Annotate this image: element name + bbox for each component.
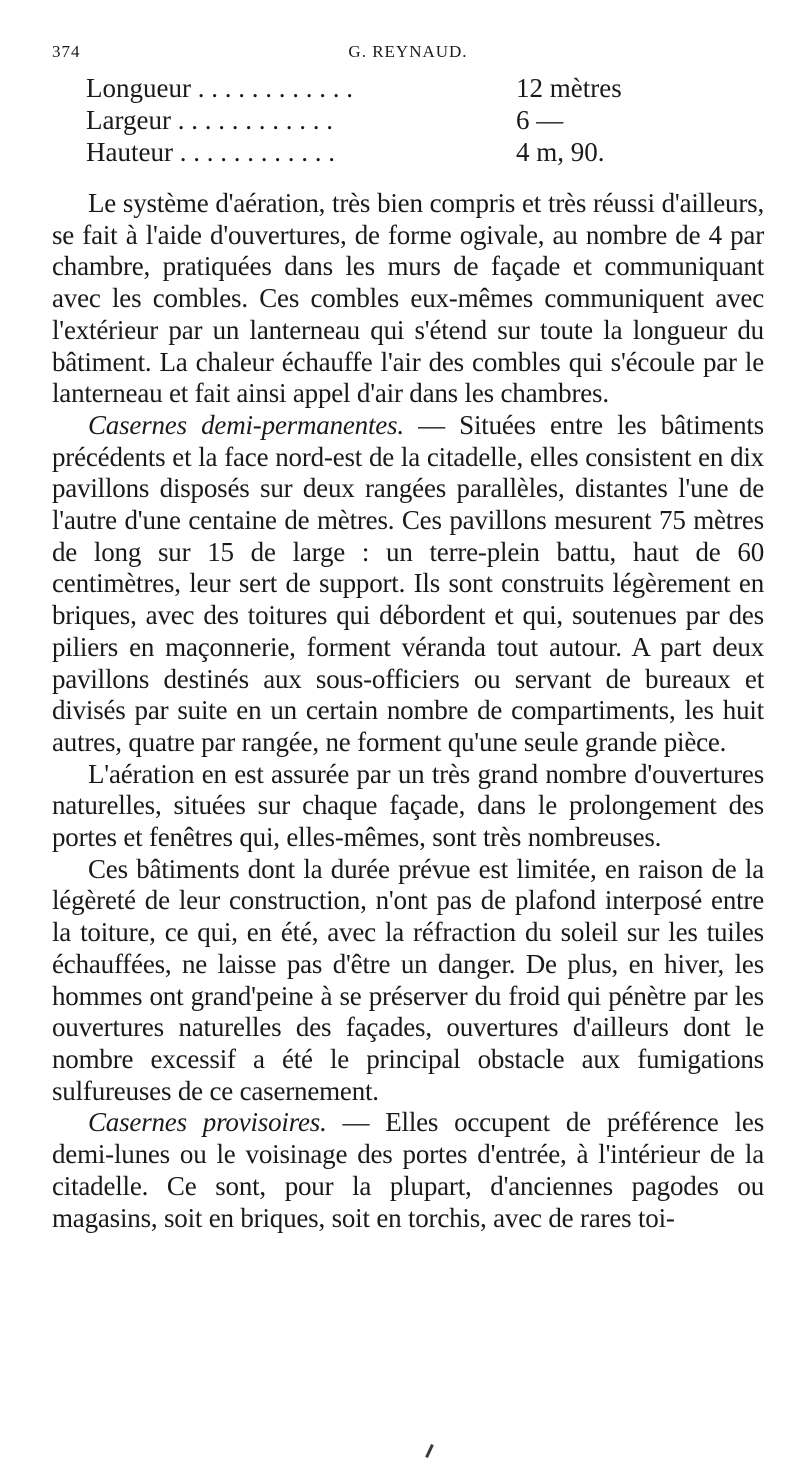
dimension-value: 4 m, 90. bbox=[516, 137, 605, 167]
paragraph-ventilation: L'aération en est assurée par un très grand nombre d'ouvertures naturelles, situées sur chaque façade, dans le prolongement des portes et fenêtres qui, elles-mêmes, sont très nombreuses. bbox=[52, 758, 764, 853]
dimensions-table bbox=[86, 72, 764, 168]
section-heading-provisional: Casernes provisoires. bbox=[88, 1107, 327, 1138]
dimension-label: Largeur . . . . . . . . . . . . bbox=[86, 105, 333, 135]
paragraph-body: — Elles occupent de préférence les demi-lunes ou le voisinage des portes d'entrée, à l'intérieur de la citadelle. Ce sont, pour la plupart, d'anciennes pagodes ou magasins, soit en briques, soit en torchis, avec de rares toi- bbox=[52, 1107, 764, 1233]
paragraph-body: — Situées entre les bâtiments précédents et la face nord-est de la citadelle, elles consistent en dix pavillons disposés sur deux rangées parallèles, distantes l'une de l'autre d'une centaine de mètres. Ces pavillons mesurent 75 mètres de long sur 15 de large : un terre-plein battu, haut de 60 centimètres, leur sert de support. Ils sont construits légèrement en briques, avec des toitures qui débordent et qui, soutenues par des piliers en maçonnerie, forment véranda tout autour. A part deux pavillons destinés aux sous-officiers ou servant de bureaux et divisés par suite en un certain nombre de compartiments, les huit autres, quatre par rangée, ne forment qu'une seule grande pièce. bbox=[52, 409, 764, 757]
dimension-row-length bbox=[86, 72, 686, 104]
paragraph-semi-permanent-barracks bbox=[52, 410, 764, 759]
running-title: G. REYNAUD. bbox=[348, 42, 468, 61]
paragraph-provisional-barracks bbox=[52, 1107, 764, 1234]
document-page bbox=[52, 42, 764, 1234]
section-heading-semi-permanent: Casernes demi-permanentes. bbox=[88, 409, 404, 440]
dimension-value: 6 — bbox=[516, 105, 564, 135]
dimension-row-width bbox=[86, 104, 686, 136]
pencil-mark bbox=[425, 1444, 434, 1458]
dimension-label: Hauteur . . . . . . . . . . . . bbox=[86, 137, 335, 167]
paragraph-aeration: Le système d'aération, très bien compris et très réussi d'ailleurs, se fait à l'aide d'ouvertures, de forme ogivale, au nombre de 4 par chambre, pratiquées dans les murs de façade et communiquant avec les combles. Ces combles eux-mêmes communiquent avec l'extérieur par un lanterneau qui s'étend sur toute la longueur du bâtiment. La chaleur échauffe l'air des combles qui s'écoule par le lanterneau et fait ainsi appel d'air dans les chambres. bbox=[52, 188, 764, 409]
dimension-value: 12 mètres bbox=[516, 73, 622, 103]
dimension-row-height bbox=[86, 136, 686, 168]
dimension-label: Longueur . . . . . . . . . . . . bbox=[86, 73, 353, 103]
page-number: 374 bbox=[52, 42, 81, 61]
paragraph-buildings: Ces bâtiments dont la durée prévue est limitée, en raison de la légèreté de leur construction, n'ont pas de plafond interposé entre la toiture, ce qui, en été, avec la réfraction du soleil sur les tuiles échauffées, ne laisse pas d'être un danger. De plus, en hiver, les hommes ont grand'peine à se préserver du froid qui pénètre par les ouvertures naturelles des façades, ouvertures d'ailleurs dont le nombre excessif a été le principal obstacle aux fumigations sulfureuses de ce casernement. bbox=[52, 853, 764, 1106]
running-head bbox=[52, 42, 764, 72]
